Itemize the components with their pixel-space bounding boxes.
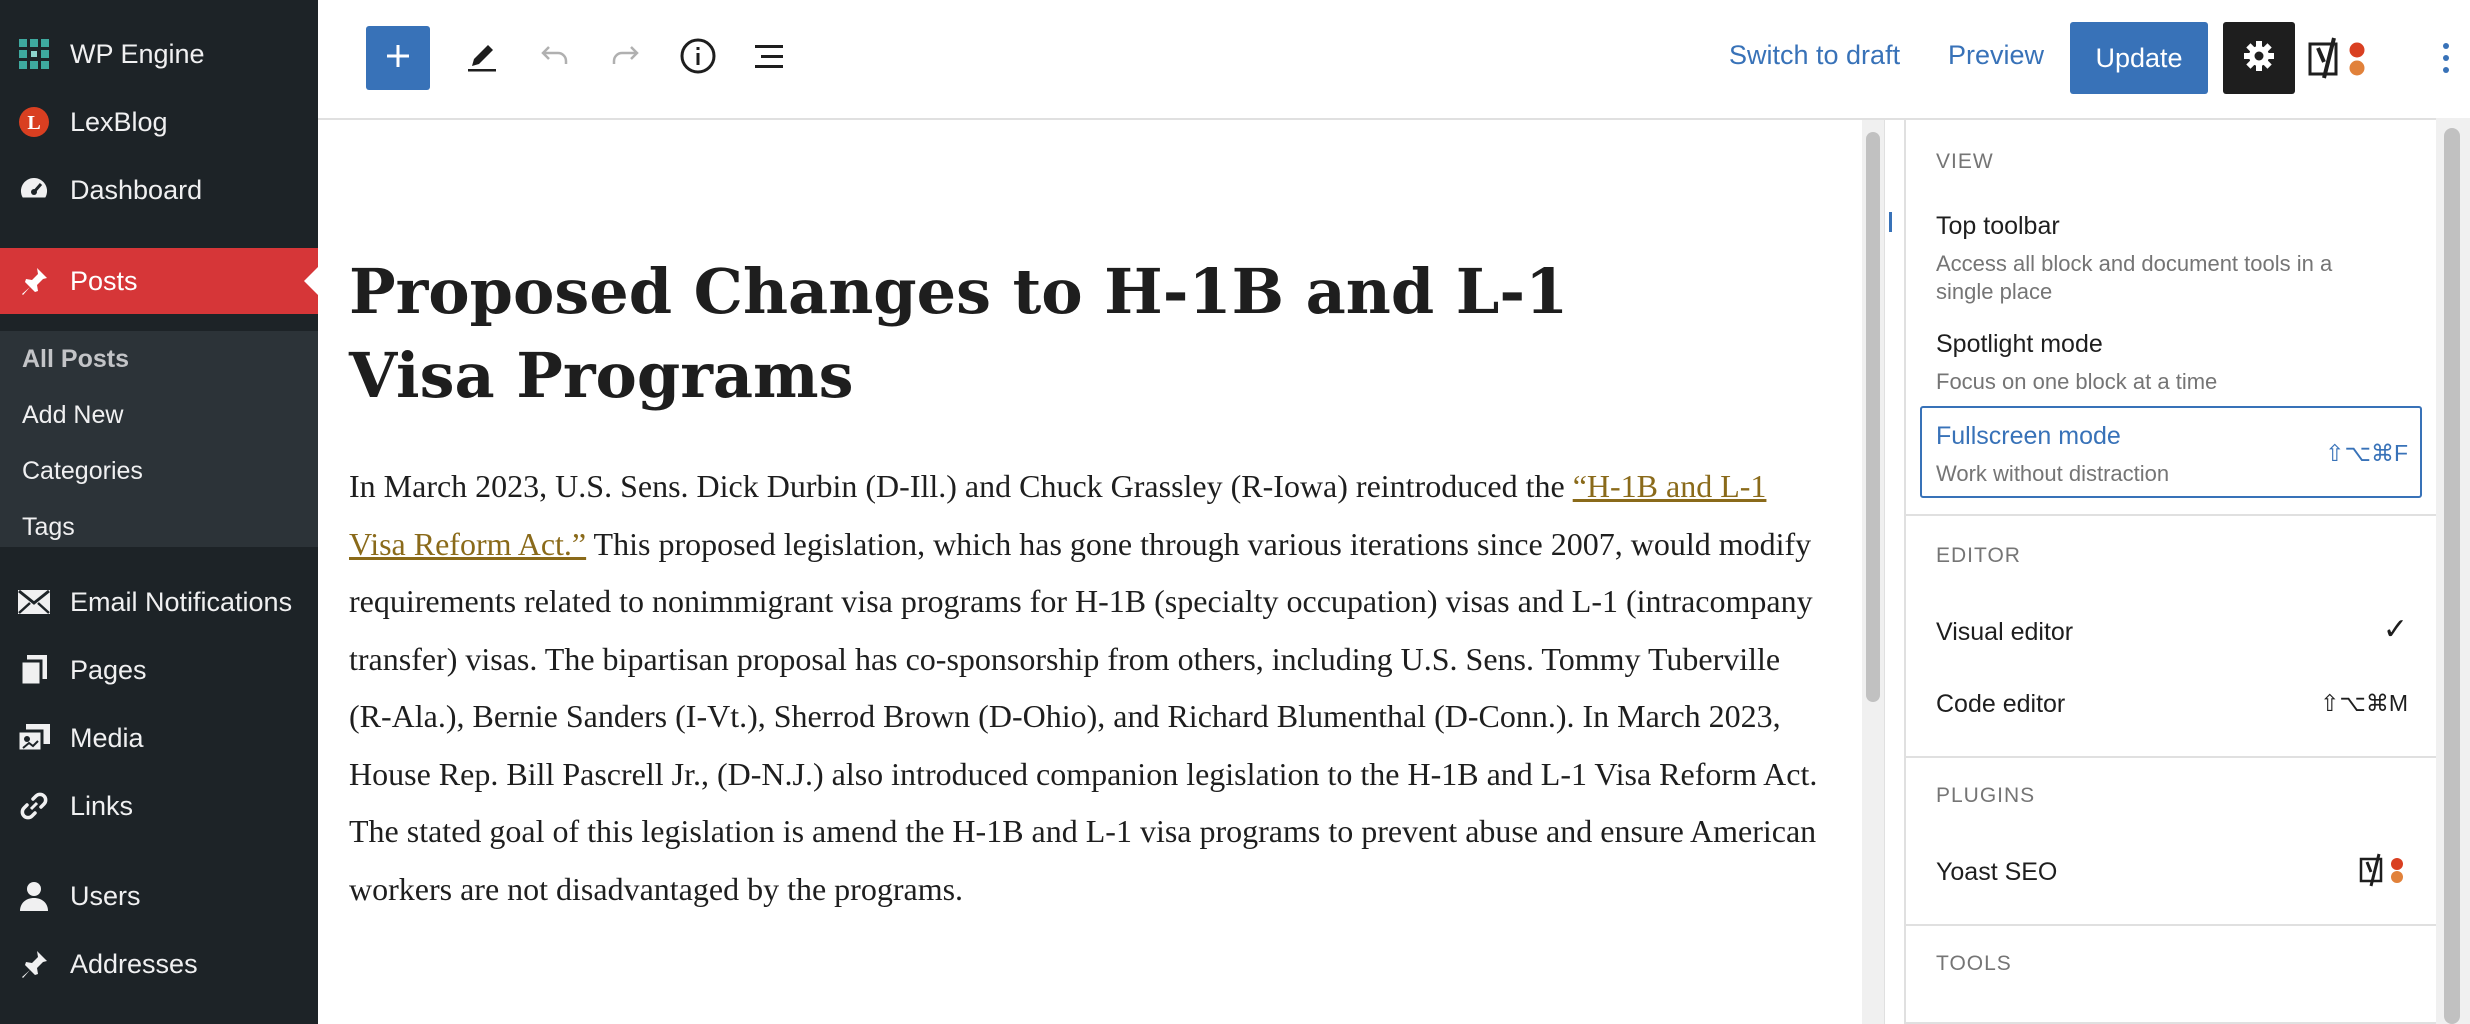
top-toolbar-description: Access all block and document tools in a single place: [1936, 251, 2333, 304]
sidebar-item-label: Dashboard: [70, 174, 203, 205]
svg-text:L: L: [27, 112, 41, 134]
yoast-seo-label: Yoast SEO: [1936, 858, 2058, 886]
sidebar-item-label: Users: [70, 880, 141, 911]
paragraph-text: In March 2023, U.S. Sens. Dick Durbin (D-Ill.) and Chuck Grassley (R-Iowa) reintroduced the: [349, 468, 1573, 504]
sidebar-item-label: Posts: [70, 265, 138, 296]
submenu-categories[interactable]: Categories: [22, 457, 143, 485]
sidebar-item-label: Email Notifications: [70, 586, 293, 617]
dashboard-icon: [16, 172, 52, 208]
pin-icon: [16, 946, 52, 982]
post-title[interactable]: Proposed Changes to H-1B and L-1 Visa Programs: [349, 255, 1569, 412]
info-icon: [679, 37, 717, 80]
editor-scrollbar[interactable]: [1862, 120, 1884, 1024]
gear-icon: [2242, 39, 2276, 78]
spotlight-label: Spotlight mode: [1936, 330, 2103, 358]
undo-icon: [536, 38, 572, 79]
redo-icon: [608, 38, 644, 79]
update-label: Update: [2095, 42, 2183, 73]
pin-icon: [16, 263, 52, 299]
sidebar-item-dashboard[interactable]: [0, 158, 318, 222]
options-button[interactable]: [2422, 36, 2470, 84]
fullscreen-label: Fullscreen mode: [1936, 422, 2121, 450]
code-editor-shortcut: ⇧⌥⌘M: [2320, 690, 2408, 716]
sidebar-item-label: WP Engine: [70, 38, 205, 69]
code-editor-label: Code editor: [1936, 690, 2066, 718]
yoast-seo-button[interactable]: [2306, 30, 2376, 86]
fullscreen-description: Work without distraction: [1936, 461, 2170, 486]
submenu-add-new[interactable]: Add New: [22, 401, 124, 429]
list-view-icon: [751, 37, 789, 80]
editor-heading: EDITOR: [1936, 544, 2021, 567]
user-icon: [16, 878, 52, 914]
lexblog-icon: [16, 104, 52, 140]
sidebar-item-addresses[interactable]: [0, 932, 318, 996]
sidebar-item-users[interactable]: [0, 864, 318, 928]
menu-divider: [1906, 756, 2436, 758]
sidebar-item-label: Addresses: [70, 948, 198, 979]
undo-button[interactable]: [530, 34, 578, 82]
visual-editor-label: Visual editor: [1936, 618, 2074, 646]
list-view-button[interactable]: [746, 34, 794, 82]
yoast-icon: [2306, 73, 2376, 90]
paragraph-block[interactable]: [349, 458, 1829, 918]
posts-submenu: [0, 331, 318, 547]
update-button[interactable]: [2070, 22, 2208, 94]
settings-panel-edge: [1884, 120, 1905, 1024]
menu-divider: [1906, 514, 2436, 516]
options-dropdown: [1904, 118, 2436, 1024]
email-icon: [16, 584, 52, 620]
sidebar-item-wp-engine[interactable]: [0, 22, 318, 86]
sidebar-item-email-notifications[interactable]: [0, 570, 318, 634]
plus-icon: [383, 41, 413, 76]
dropdown-scrollbar-thumb[interactable]: [2444, 128, 2460, 1024]
media-icon: [16, 720, 52, 756]
fullscreen-shortcut: ⇧⌥⌘F: [2325, 440, 2408, 466]
tools-heading: TOOLS: [1936, 952, 2012, 975]
sidebar-item-media[interactable]: [0, 706, 318, 770]
panel-tab-indicator: [1889, 212, 1892, 232]
sidebar-item-links[interactable]: [0, 774, 318, 838]
pencil-icon: [464, 38, 500, 79]
view-heading: VIEW: [1936, 150, 1994, 173]
redo-button[interactable]: [602, 34, 650, 82]
editor-scrollbar-thumb[interactable]: [1866, 132, 1880, 702]
editor-header: [318, 0, 2470, 120]
more-vertical-icon: [2441, 41, 2451, 80]
spotlight-description: Focus on one block at a time: [1936, 369, 2218, 394]
settings-button[interactable]: [2223, 22, 2295, 94]
visa-reform-act-link[interactable]: “H-1B and L-1 Visa Reform Act.”: [349, 468, 1767, 562]
check-icon: ✓: [2382, 613, 2408, 646]
sidebar-item-pages[interactable]: [0, 638, 318, 702]
preview-button[interactable]: Preview: [1948, 40, 2045, 70]
admin-sidebar: [0, 0, 318, 1024]
sidebar-item-label: LexBlog: [70, 106, 168, 137]
sidebar-item-label: Pages: [70, 654, 147, 685]
details-button[interactable]: [674, 34, 722, 82]
sidebar-item-label: Links: [70, 790, 134, 821]
pages-icon: [16, 652, 52, 688]
submenu-tags[interactable]: Tags: [22, 513, 75, 541]
paragraph-text: This proposed legislation, which has gone through various iterations since 2007, would modify requirements related to nonimmigrant visa programs for H-1B (specialty occupation) visas and L-1 (intracompany transfer) visas. The bipartisan proposal has co-sponsorship from others, including U.S. Sens. Tommy Tuberville (R-Ala.), Bernie Sanders (I-Vt.), Sherrod Brown (D-Ohio), and Richard Blumenthal (D-Conn.). In March 2023, House Rep. Bill Pascrell Jr., (D-N.J.) also introduced companion legislation to the H-1B and L-1 Visa Reform Act. The stated goal of this legislation is amend the H-1B and L-1 visa programs to prevent abuse and ensure American workers are not disadvantaged by the programs.: [349, 525, 1818, 907]
sidebar-item-label: Media: [70, 722, 144, 753]
links-icon: [16, 788, 52, 824]
tools-button[interactable]: [458, 34, 506, 82]
top-toolbar-label: Top toolbar: [1936, 212, 2060, 240]
yoast-icon: [2358, 850, 2410, 895]
sidebar-item-lexblog[interactable]: [0, 90, 318, 154]
plugins-heading: PLUGINS: [1936, 784, 2036, 807]
sidebar-item-posts[interactable]: [0, 248, 318, 314]
switch-to-draft-button[interactable]: Switch to draft: [1729, 40, 1901, 70]
dropdown-scrollbar[interactable]: [2436, 118, 2470, 1024]
editor-canvas: [318, 120, 1864, 1024]
submenu-all-posts[interactable]: All Posts: [22, 345, 129, 373]
menu-divider: [1906, 924, 2436, 926]
wpengine-icon: [16, 36, 52, 72]
add-block-button[interactable]: [366, 26, 430, 90]
